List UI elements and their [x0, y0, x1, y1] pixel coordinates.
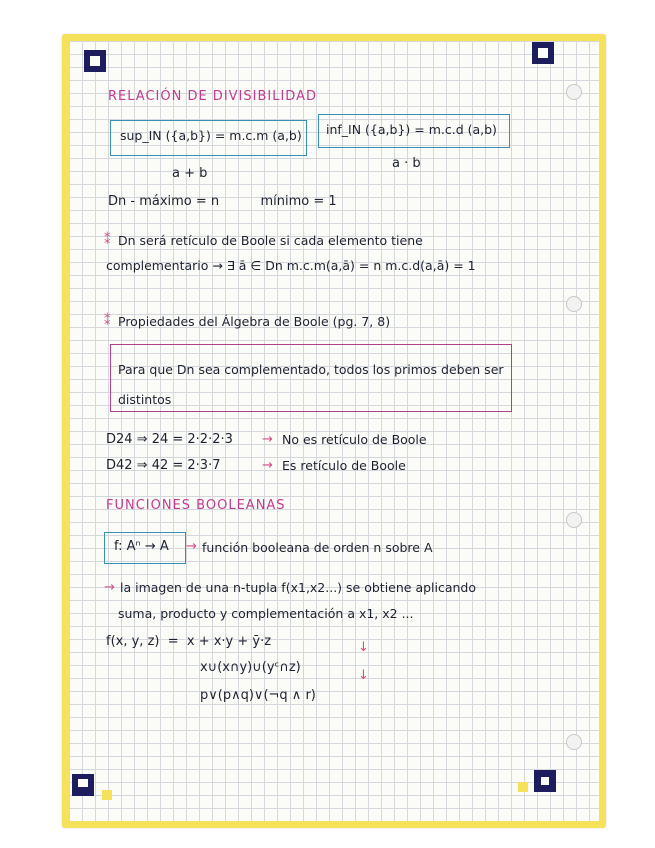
corner-marker-icon [534, 770, 556, 792]
example-d24-result: No es retículo de Boole [282, 432, 427, 447]
bullet-icon: ⁑ [104, 233, 111, 248]
section-title-boolean-functions: FUNCIONES BOOLEANAS [106, 498, 286, 513]
yellow-mark [102, 790, 112, 800]
boole-condition-line1: Dn será retículo de Boole si cada elemento tiene [118, 233, 423, 248]
expression-sets: x∪(x∩y)∪(yᶜ∩z) [200, 660, 301, 675]
example-d42-result: Es retículo de Boole [282, 458, 406, 473]
arrow-right-icon: → [104, 580, 115, 595]
inf-note: a · b [392, 156, 421, 171]
function-signature: f: Aⁿ → A [114, 539, 169, 554]
boole-properties: Propiedades del Álgebra de Boole (pg. 7, 8) [118, 314, 391, 329]
note-line2: distintos [118, 392, 172, 407]
binder-hole [566, 734, 582, 750]
definition-line2: suma, producto y complementación a x1, x2 ... [118, 606, 414, 621]
boole-condition-line2: complementario → ∃ ā ∈ Dn m.c.m(a,ā) = n m.c.d(a,ā) = 1 [106, 258, 476, 273]
bullet-icon: ⁑ [104, 314, 111, 329]
sup-note: a + b [172, 166, 208, 181]
corner-marker-icon [84, 50, 106, 72]
arrow-right-icon: → [262, 432, 273, 447]
note-line1: Para que Dn sea complementado, todos los primos deben ser [118, 362, 504, 377]
corner-marker-icon [532, 42, 554, 64]
arrow-down-icon: ↓ [358, 640, 369, 655]
example-d24: D24 ⇒ 24 = 2·2·2·3 [106, 432, 233, 447]
binder-hole [566, 84, 582, 100]
binder-hole [566, 296, 582, 312]
function-description: función booleana de orden n sobre A [202, 540, 433, 555]
yellow-mark [518, 782, 528, 792]
sup-formula: sup_IN ({a,b}) = m.c.m (a,b) [120, 128, 302, 143]
expression-sum: f(x, y, z) = x + x·y + ȳ·z [106, 634, 272, 649]
binder-hole [566, 512, 582, 528]
example-d42: D42 ⇒ 42 = 2·3·7 [106, 458, 221, 473]
expression-logic: p∨(p∧q)∨(¬q ∧ r) [200, 688, 316, 703]
dn-max-min: Dn - máximo = n mínimo = 1 [108, 194, 337, 209]
inf-formula: inf_IN ({a,b}) = m.c.d (a,b) [326, 122, 497, 137]
definition-line1: la imagen de una n-tupla f(x1,x2...) se obtiene aplicando [120, 580, 477, 595]
corner-marker-icon [72, 774, 94, 796]
arrow-right-icon: → [262, 458, 273, 473]
arrow-down-icon: ↓ [358, 668, 369, 683]
section-title-divisibility: RELACIÓN DE DIVISIBILIDAD [108, 89, 317, 104]
arrow-right-icon: → [186, 539, 197, 554]
